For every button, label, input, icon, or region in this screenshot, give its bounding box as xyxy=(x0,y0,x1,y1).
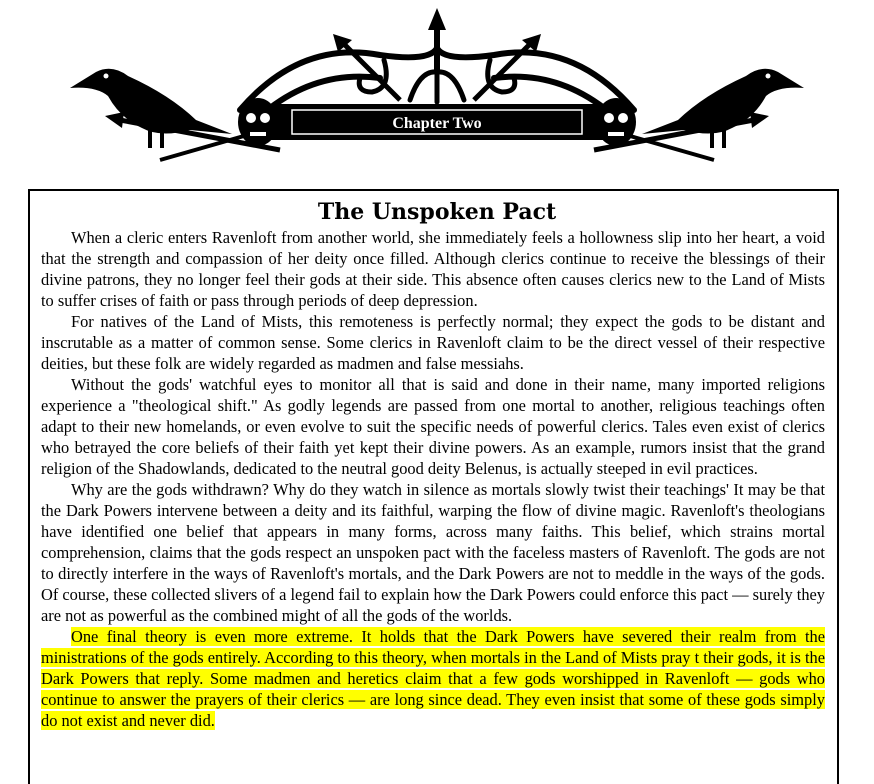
highlighted-paragraph xyxy=(41,626,825,731)
article-title: The Unspoken Pact xyxy=(317,199,557,225)
paragraph: Why are the gods withdrawn? Why do they watch in silence as mortals slowly twist their teachings' It may be that the Dark Powers intervene between a deity and its faithful, warping the flow of divine magic. Ravenloft's theologians have identified one belief that appears in many forms, across many faiths. This belief, which strains mortal comprehension, claims that the gods respect an unspoken pact with the faceless masters of Ravenloft. The gods are not to directly interfere in the ways of Ravenloft's mortals, and the Dark Powers are not to meddle in the ways of the gods. Of course, these collected slivers of a legend fail to explain how the Dark Powers could enforce this pact — surely they are not as powerful as the combined might of all the gods of the worlds. xyxy=(41,480,825,625)
chapter-header-ornament xyxy=(0,0,874,180)
skull-icon xyxy=(596,98,636,146)
paragraph: Without the gods' watchful eyes to monitor all that is said and done in their name, many imported religions experience a "theological shift." As godly legends are passed from one mortal to another, religious teachings often adapt to their new homelands, or even evolve to suit the specific needs of powerful clerics. Tales even exist of clerics who betrayed the core beliefs of their faith yet kept their divine powers. As an example, rumors insist that the grand religion of the Shadowlands, dedicated to the neutral good deity Belenus, is actually steeped in evil practices. xyxy=(41,375,825,478)
article-body xyxy=(41,227,825,731)
skull-icon xyxy=(238,98,278,146)
highlight-span: One final theory is even more extreme. It holds that the Dark Powers have severed their realm from the ministrations of the gods entirely. According to this theory, when mortals in the Land of Mists pray t their gods, it is the Dark Powers that reply. Some madmen and heretics claim that a few gods worshipped in Ravenloft — gods who continue to answer the prayers of their clerics — are long since dead. They even insist that some of these gods simply do not exist and never did. xyxy=(41,627,825,730)
chapter-label: Chapter Two xyxy=(392,115,482,132)
paragraph: When a cleric enters Ravenloft from another world, she immediately feels a hollowness slip into her heart, a void that the strength and compassion of her deity once filled. Although clerics continue to receive the blessings of their divine patrons, they no longer feel their gods at their side. This absence often causes clerics new to the Land of Mists to suffer crises of faith or pass through periods of deep depression. xyxy=(41,228,825,310)
paragraph: For natives of the Land of Mists, this remoteness is perfectly normal; they expect the gods to be distant and inscrutable as a matter of common sense. Some clerics in Ravenloft claim to be the direct vessel of their respective deities, but these folk are widely regarded as madmen and false messiahs. xyxy=(41,312,825,373)
